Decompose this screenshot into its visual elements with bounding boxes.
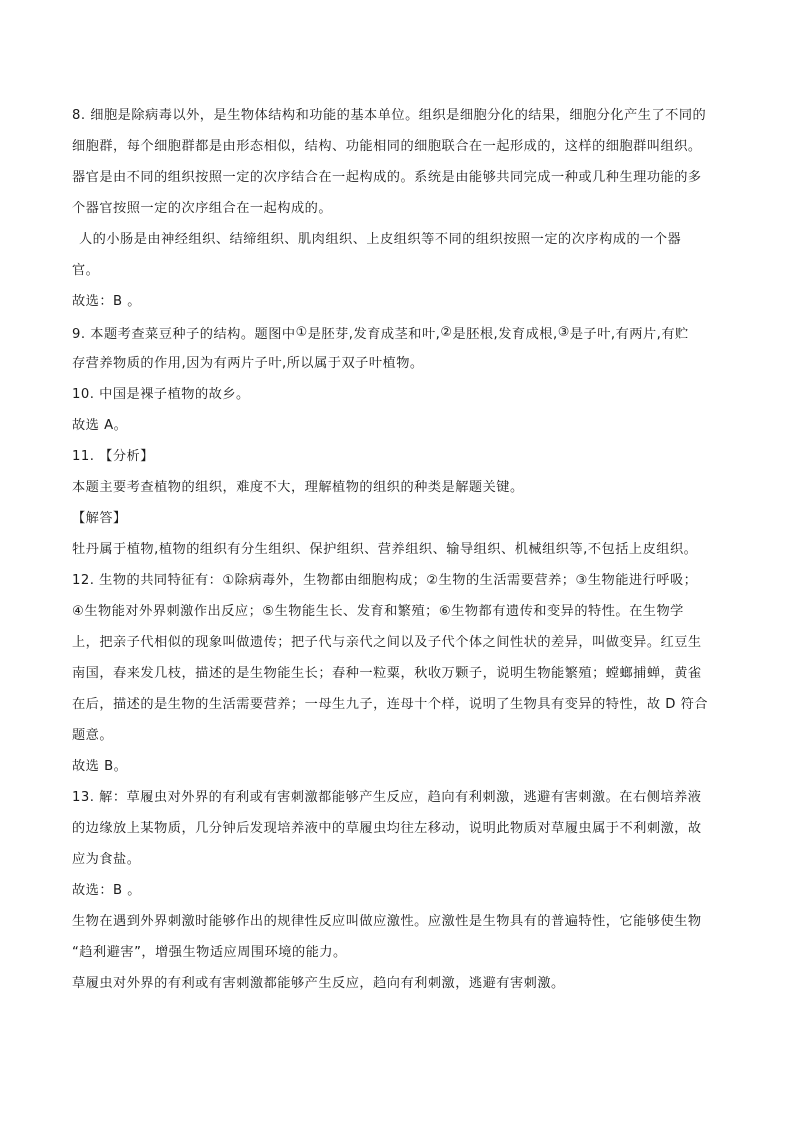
- text-line: 的边缘放上某物质，几分钟后发现培养液中的草履虫均往左移动，说明此物质对草履虫属于不利刺激，故: [72, 821, 702, 836]
- circled-number-1: ①: [295, 325, 308, 340]
- text-line: 南国，春来发几枝，描述的是生物能生长；春种一粒粟，秋收万颗子，说明生物能繁殖；螳螂捕蝉，黄雀: [72, 666, 702, 681]
- answer-choice: 故选 A。: [72, 418, 128, 433]
- text-line: 官。: [72, 263, 100, 278]
- text-line: “趋利避害”，增强生物适应周围环境的能力。: [72, 945, 347, 960]
- text-line: 在后，描述的是生物的生活需要营养；一母生九子，连母十个样，说明了生物具有变异的特性，故 D 符合: [72, 697, 708, 712]
- text-line: 草履虫对外界的有利或有害刺激都能够产生反应，趋向有利刺激，逃避有害刺激。: [72, 976, 565, 991]
- text-segment: 是子叶,有两片,有贮: [569, 327, 689, 342]
- text-line: 牡丹属于植物,植物的组织有分生组织、保护组织、营养组织、输导组织、机械组织等,不包括上皮组织。: [72, 542, 698, 557]
- circled-number-2: ②: [440, 325, 453, 340]
- text-line: 人的小肠是由神经组织、结缔组织、肌肉组织、上皮组织等不同的组织按照一定的次序构成的一个器: [79, 232, 682, 247]
- text-line: 上，把亲子代相似的现象叫做遗传；把子代与亲代之间以及子代个体之间性状的差异，叫做变异。红豆生: [72, 635, 702, 650]
- section-heading: 【解答】: [72, 511, 127, 526]
- text-line: 本题主要考查植物的组织，难度不大，理解植物的组织的种类是解题关键。: [72, 480, 524, 495]
- text-line: 个器官按照一定的次序组合在一起构成的。: [72, 201, 333, 216]
- text-line: 细胞群，每个细胞群都是由形态相似，结构、功能相同的细胞联合在一起形成的，这样的细胞群叫组织。: [72, 139, 702, 154]
- section-heading: 11. 【分析】: [72, 449, 154, 464]
- text-line: 题意。: [72, 728, 114, 743]
- text-line: 存营养物质的作用,因为有两片子叶,所以属于双子叶植物。: [72, 356, 424, 371]
- text-line: 10. 中国是裸子植物的故乡。: [72, 387, 250, 402]
- circled-number-3: ③: [557, 325, 570, 340]
- text-line: 生物在遇到外界刺激时能够作出的规律性反应叫做应激性。应激性是生物具有的普遍特性，它能够使生物: [72, 914, 702, 929]
- answer-12: [72, 565, 724, 782]
- text-line: 器官是由不同的组织按照一定的次序结合在一起构成的。系统是由能够共同完成一种或几种生理功能的多: [72, 170, 702, 185]
- answer-choice: 故选 B。: [72, 759, 128, 774]
- text-segment: 9. 本题考查菜豆种子的结构。题图中: [72, 327, 296, 342]
- text-segment: 是胚根,发育成根,: [452, 327, 558, 342]
- text-line: 应为食盐。: [72, 852, 141, 867]
- text-line: 12. 生物的共同特征有：①除病毒外，生物都由细胞构成；②生物的生活需要营养；③生物能进行呼吸；: [72, 573, 698, 588]
- answer-13: [72, 782, 724, 999]
- text-line: ④生物能对外界刺激作出反应；⑤生物能生长、发育和繁殖；⑥生物都有遗传和变异的特性。在生物学: [72, 604, 684, 619]
- answer-content: [72, 100, 724, 999]
- answer-choice: 故选：B 。: [72, 883, 141, 898]
- answer-9: [72, 317, 724, 379]
- answer-11: [72, 441, 724, 565]
- text-line: 8. 细胞是除病毒以外，是生物体结构和功能的基本单位。组织是细胞分化的结果，细胞分化产生了不同的: [72, 108, 707, 123]
- answer-10: [72, 379, 724, 441]
- text-line: 13. 解：草履虫对外界的有利或有害刺激都能够产生反应，趋向有利刺激，逃避有害刺激。在右侧培养液: [72, 790, 702, 805]
- text-segment: 是胚芽,发育成茎和叶,: [307, 327, 441, 342]
- text-line: [72, 317, 724, 348]
- answer-8: [72, 100, 724, 317]
- answer-choice: 故选：B 。: [72, 294, 141, 309]
